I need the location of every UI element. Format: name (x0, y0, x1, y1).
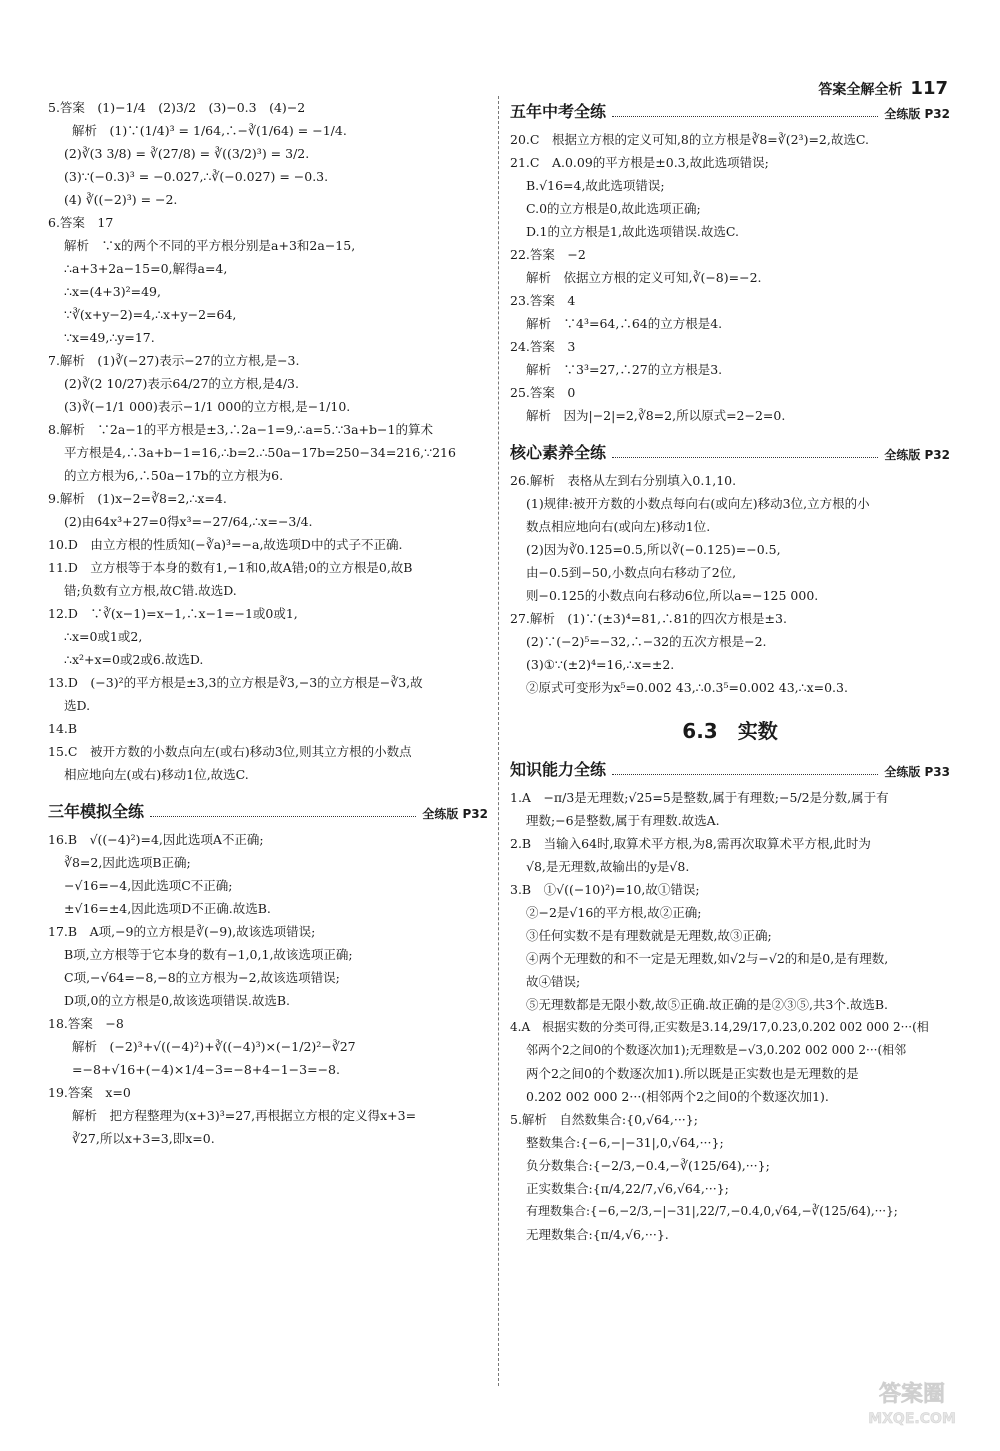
section-title: 核心素养全练 (510, 443, 607, 462)
text-line: 3.B ①√((−10)²)=10,故①错误; (510, 882, 700, 897)
text-line: ∛27,所以x+3=3,即x=0. (72, 1131, 215, 1146)
dotted-leader (612, 774, 878, 775)
text-line: C.0的立方根是0,故此选项正确; (526, 201, 701, 216)
text-line: B项,立方根等于它本身的数有−1,0,1,故该选项正确; (64, 947, 353, 962)
text-line: (4) ∛((−2)³) = −2. (64, 192, 178, 207)
text-line: 13.D (−3)²的平方根是±3,3的立方根是∛3,−3的立方根是−∛3,故 (48, 675, 423, 690)
text-line: 2.B 当输入64时,取算术平方根,为8,需再次取算术平方根,此时为 (510, 836, 871, 851)
text-line: 解析 ∵4³=64,∴64的立方根是4. (526, 316, 723, 331)
text-line: 解析 依据立方根的定义可知,∛(−8)=−2. (526, 270, 762, 285)
text-line: √8,是无理数,故输出的y是√8. (526, 859, 690, 874)
text-line: 11.D 立方根等于本身的数有1,−1和0,故A错;0的立方根是0,故B (48, 560, 413, 575)
text-line: 理数;−6是整数,属于有理数.故选A. (526, 813, 720, 828)
svg-text:MXQE.COM: MXQE.COM (868, 1411, 956, 1427)
text-line: 错;负数有立方根,故C错.故选D. (64, 583, 237, 598)
text-line: 12.D ∵∛(x−1)=x−1,∴x−1=−1或0或1, (48, 606, 298, 621)
text-line: 15.C 被开方数的小数点向左(或右)移动3位,则其立方根的小数点 (48, 744, 412, 759)
text-line: 24.答案 3 (510, 339, 576, 354)
section-heading-three-year (48, 796, 488, 822)
text-line: 23.答案 4 (510, 293, 576, 308)
section-tag: 全练版 P32 (884, 107, 950, 121)
text-line: ±√16=±4,因此选项D不正确.故选B. (64, 901, 271, 916)
text-line: 负分数集合:{−2/3,−0.4,−∛(125/64),···}; (526, 1158, 770, 1173)
text-line: ②原式可变形为x⁵=0.002 43,∴0.3⁵=0.002 43,∴x=0.3. (526, 680, 848, 695)
text-line: ∛8=2,因此选项B正确; (64, 855, 191, 870)
text-line: C项,−√64=−8,−8的立方根为−2,故该选项错误; (64, 970, 340, 985)
answer-block-20-25 (510, 128, 950, 427)
answer-block-1-5 (510, 786, 950, 1246)
text-line: (2)因为∛0.125=0.5,所以∛(−0.125)=−0.5, (526, 542, 781, 557)
text-line: 平方根是4,∴3a+b−1=16,∴b=2.∴50a−17b=250−34=216,∵216 (64, 445, 456, 460)
text-line: 14.B (48, 721, 78, 736)
left-column (48, 96, 488, 1150)
chapter-title: 6.3 实数 (682, 719, 778, 743)
text-line: 18.答案 −8 (48, 1016, 124, 1031)
section-heading-five-year (510, 96, 950, 122)
text-line: (3)①∵(±2)⁴=16,∴x=±2. (526, 657, 675, 672)
text-line: 则−0.125的小数点向右移动6位,所以a=−125 000. (526, 588, 819, 603)
text-line: 5.答案 (1)−1/4 (2)3/2 (3)−0.3 (4)−2 (48, 100, 306, 115)
text-line: −√16=−4,因此选项C不正确; (64, 878, 233, 893)
answer-block-26-27 (510, 469, 950, 699)
text-line: ④两个无理数的和不一定是无理数,如√2与−√2的和是0,是有理数, (526, 951, 889, 966)
text-line: B.√16=4,故此选项错误; (526, 178, 665, 193)
text-line: 解析 把方程整理为(x+3)³=27,再根据立方根的定义得x+3= (72, 1108, 417, 1123)
text-line: 整数集合:{−6,−|−31|,0,√64,···}; (526, 1135, 724, 1150)
text-line: 1.A −π/3是无理数;√25=5是整数,属于有理数;−5/2是分数,属于有 (510, 790, 889, 805)
text-line: 无理数集合:{π/4,√6,···}. (526, 1227, 669, 1242)
text-line: 解析 ∵3³=27,∴27的立方根是3. (526, 362, 723, 377)
section-tag: 全练版 P32 (422, 807, 488, 821)
text-line: ∴x=(4+3)²=49, (64, 284, 161, 299)
text-line: 解析 ∵x的两个不同的平方根分别是a+3和2a−15, (64, 238, 356, 253)
text-line: 0.202 002 000 2···(相邻两个2之间0的个数逐次加1). (526, 1089, 829, 1104)
answer-block-5-15 (48, 96, 488, 786)
text-line: 16.B √((−4)²)=4,因此选项A不正确; (48, 832, 264, 847)
text-line: 相应地向左(或右)移动1位,故选C. (64, 767, 249, 782)
section-heading-knowledge (510, 754, 950, 780)
section-heading-core (510, 437, 950, 463)
text-line: 20.C 根据立方根的定义可知,8的立方根是∛8=∛(2³)=2,故选C. (510, 132, 869, 147)
text-line: (2)∛(2 10/27)表示64/27的立方根,是4/3. (64, 376, 299, 391)
dotted-leader (612, 457, 878, 458)
text-line: 25.答案 0 (510, 385, 576, 400)
text-line: ∴x=0或1或2, (64, 629, 143, 644)
svg-text:答案圈: 答案圈 (878, 1382, 946, 1407)
right-column (510, 96, 950, 1246)
text-line: 4.A 根据实数的分类可得,正实数是3.14,29/17,0.23,0.202 002 000 2···(相 (510, 1020, 929, 1034)
dotted-leader (150, 816, 416, 817)
answer-block-16-19 (48, 828, 488, 1150)
text-line: 解析 因为|−2|=2,∛8=2,所以原式=2−2=0. (526, 408, 786, 423)
text-line: 26.解析 表格从左到右分别填入0.1,10. (510, 473, 737, 488)
text-line: 6.答案 17 (48, 215, 114, 230)
text-line: 的立方根为6,∴50a−17b的立方根为6. (64, 468, 284, 483)
text-line: 7.解析 (1)∛(−27)表示−27的立方根,是−3. (48, 353, 300, 368)
text-line: (3)∛(−1/1 000)表示−1/1 000的立方根,是−1/10. (64, 399, 351, 414)
text-line: 故④错误; (526, 974, 581, 989)
text-line: (2)∛(3 3/8) = ∛(27/8) = ∛((3/2)³) = 3/2. (64, 146, 310, 161)
text-line: 9.解析 (1)x−2=∛8=2,∴x=4. (48, 491, 227, 506)
text-line: ③任何实数不是有理数就是无理数,故③正确; (526, 928, 772, 943)
text-line: 有理数集合:{−6,−2/3,−|−31|,22/7,−0.4,0,√64,−∛(125/64),···}; (526, 1204, 898, 1218)
section-title: 三年模拟全练 (48, 802, 145, 821)
watermark-logo (852, 1373, 972, 1429)
section-tag: 全练版 P32 (884, 448, 950, 462)
text-line: 数点相应地向右(或向左)移动1位. (526, 519, 711, 534)
section-title: 五年中考全练 (510, 102, 607, 121)
text-line: ∵∛(x+y−2)=4,∴x+y−2=64, (64, 307, 237, 322)
text-line: 10.D 由立方根的性质知(−∛a)³=−a,故选项D中的式子不正确. (48, 537, 403, 552)
text-line: 5.解析 自然数集合:{0,√64,···}; (510, 1112, 698, 1127)
text-line: ∵x=49,∴y=17. (64, 330, 155, 345)
text-line: 21.C A.0.09的平方根是±0.3,故此选项错误; (510, 155, 769, 170)
text-line: 17.B A项,−9的立方根是∛(−9),故该选项错误; (48, 924, 316, 939)
text-line: (3)∵(−0.3)³ = −0.027,∴∛(−0.027) = −0.3. (64, 169, 329, 184)
text-line: 解析 (1)∵(1/4)³ = 1/64,∴−∛(1/64) = −1/4. (72, 123, 347, 138)
section-tag: 全练版 P33 (884, 765, 950, 779)
text-line: ∴a+3+2a−15=0,解得a=4, (64, 261, 228, 276)
text-line: 由−0.5到−50,小数点向右移动了2位, (526, 565, 737, 580)
text-line: 正实数集合:{π/4,22/7,√6,√64,···}; (526, 1181, 729, 1196)
text-line: (1)规律:被开方数的小数点每向右(或向左)移动3位,立方根的小 (526, 496, 870, 511)
text-line: 19.答案 x=0 (48, 1085, 131, 1100)
dotted-leader (612, 116, 878, 117)
text-line: (2)由64x³+27=0得x³=−27/64,∴x=−3/4. (64, 514, 313, 529)
column-divider (498, 96, 499, 1386)
text-line: (2)∵(−2)⁵=−32,∴−32的五次方根是−2. (526, 634, 767, 649)
text-line: 22.答案 −2 (510, 247, 586, 262)
text-line: 选D. (64, 698, 91, 713)
text-line: 8.解析 ∵2a−1的平方根是±3,∴2a−1=9,∴a=5.∵3a+b−1的算术 (48, 422, 433, 437)
text-line: 邻两个2之间0的个数逐次加1);无理数是−√3,0.202 002 000 2···(相邻 (526, 1043, 907, 1057)
section-title: 知识能力全练 (510, 760, 607, 779)
text-line: 两个2之间0的个数逐次加1).所以既是正实数也是无理数的是 (526, 1066, 859, 1081)
header-label: 答案全解全析 (818, 82, 903, 98)
text-line: D项,0的立方根是0,故该选项错误.故选B. (64, 993, 291, 1008)
text-line: D.1的立方根是1,故此选项错误.故选C. (526, 224, 739, 239)
text-line: =−8+√16+(−4)×1/4−3=−8+4−1−3=−8. (72, 1062, 340, 1077)
text-line: ②−2是√16的平方根,故②正确; (526, 905, 702, 920)
text-line: ⑤无理数都是无限小数,故⑤正确.故正确的是②③⑤,共3个.故选B. (526, 997, 889, 1012)
text-line: 27.解析 (1)∵(±3)⁴=81,∴81的四次方根是±3. (510, 611, 787, 626)
text-line: ∴x²+x=0或2或6.故选D. (64, 652, 204, 667)
page-number: 117 (910, 78, 948, 99)
text-line: 解析 (−2)³+√((−4)²)+∛((−4)³)×(−1/2)²−∛27 (72, 1039, 356, 1054)
